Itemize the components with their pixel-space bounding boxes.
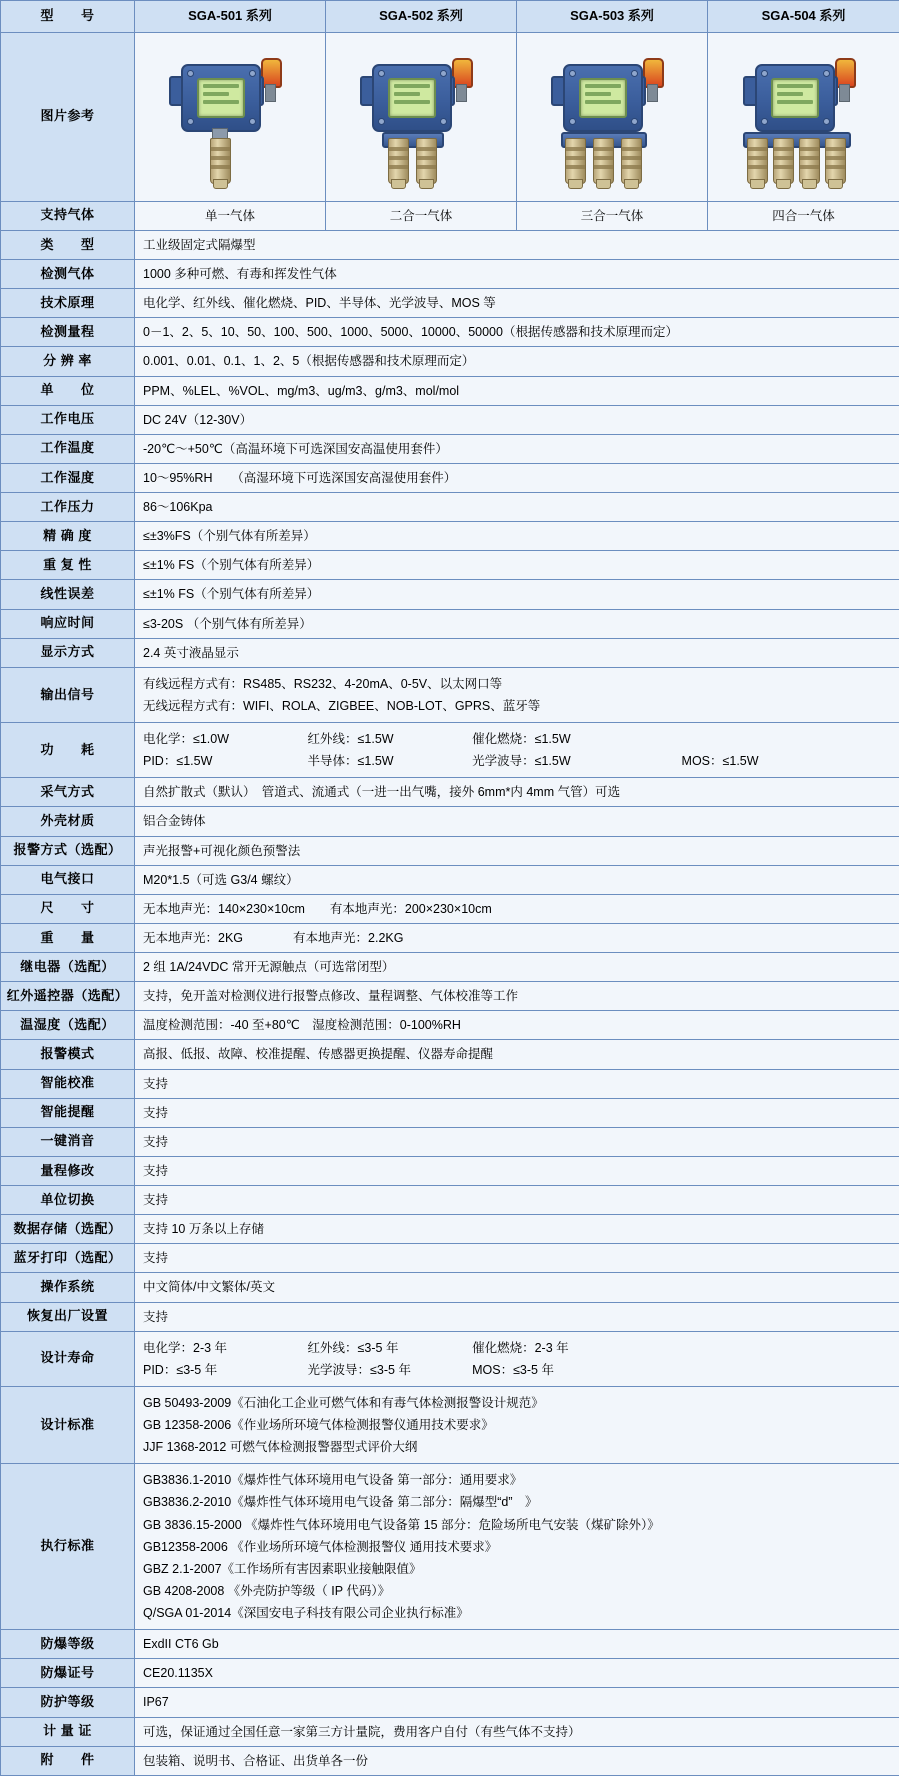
spec-row-dimensions: [1, 894, 899, 923]
spec-value: ≤±1% FS（个别气体有所差异）: [135, 551, 899, 580]
lamp-stem: [456, 84, 467, 102]
spec-label: 防护等级: [1, 1688, 135, 1717]
spec-row-temp-humidity: [1, 1011, 899, 1040]
spec-value: 支持: [135, 1244, 899, 1273]
spec-value: 支持，免开盖对检测仪进行报警点修改、量程调整、气体校准等工作: [135, 982, 899, 1011]
spec-value: 自然扩散式（默认） 管道式、流通式（一进一出气嘴，接外 6mm*内 4mm 气管）可选: [135, 778, 899, 807]
spec-row-range: [1, 318, 899, 347]
model-header-1: SGA-501 系列: [135, 1, 326, 33]
spec-row-data-storage: [1, 1215, 899, 1244]
spec-label: 附 件: [1, 1746, 135, 1775]
gas-probe: [621, 138, 642, 184]
spec-label: 检测量程: [1, 318, 135, 347]
table-header-row: [1, 1, 899, 33]
spec-label: 精 确 度: [1, 522, 135, 551]
spec-row-one-key-mute: [1, 1127, 899, 1156]
gas-probe: [773, 138, 794, 184]
execution-standard-line: GB 4208-2008 《外壳防护等级（ IP 代码）》: [143, 1580, 891, 1602]
spec-value: 86～106Kpa: [135, 493, 899, 522]
gas-probe: [565, 138, 586, 184]
spec-value: 声光报警+可视化颜色预警法: [135, 836, 899, 865]
spec-value: 中文简体/中文繁体/英文: [135, 1273, 899, 1302]
header-label: 型 号: [1, 1, 135, 33]
spec-label: 功 耗: [1, 723, 135, 778]
spec-row-output-signal: [1, 667, 899, 722]
spec-row-metrology-cert: [1, 1717, 899, 1746]
spec-row-response-time: [1, 609, 899, 638]
spec-row-os: [1, 1273, 899, 1302]
spec-value: 0.001、0.01、0.1、1、2、5（根据传感器和技术原理而定）: [135, 347, 899, 376]
spec-label: 外壳材质: [1, 807, 135, 836]
spec-value: [135, 723, 899, 778]
gas-probe: [388, 138, 409, 184]
spec-value: 2.4 英寸液晶显示: [135, 638, 899, 667]
spec-label: 单 位: [1, 376, 135, 405]
life-item: MOS：≤3-5 年: [472, 1359, 681, 1381]
life-item: 光学波导：≤3-5 年: [308, 1359, 473, 1381]
spec-row-voltage: [1, 405, 899, 434]
spec-label: 输出信号: [1, 667, 135, 722]
spec-label: 温湿度（选配）: [1, 1011, 135, 1040]
spec-row-ex-rating: [1, 1630, 899, 1659]
spec-row-accessories: [1, 1746, 899, 1775]
spec-value: 工业级固定式隔爆型: [135, 230, 899, 259]
spec-value: 支持: [135, 1127, 899, 1156]
lamp-stem: [647, 84, 658, 102]
image-row-label: 图片参考: [1, 32, 135, 201]
spec-row-power: [1, 723, 899, 778]
execution-standard-line: GB12358-2006 《作业场所环境气体检测报警仪 通用技术要求》: [143, 1536, 891, 1558]
spec-label: 设计标准: [1, 1386, 135, 1463]
spec-row-unit: [1, 376, 899, 405]
power-item: 红外线：≤1.5W: [308, 728, 473, 750]
spec-row-linearity: [1, 580, 899, 609]
spec-row-alarm-modes: [1, 1040, 899, 1069]
spec-label: 恢复出厂设置: [1, 1302, 135, 1331]
model-header-4: SGA-504 系列: [708, 1, 899, 33]
spec-label: 数据存储（选配）: [1, 1215, 135, 1244]
life-item: [682, 1359, 869, 1381]
spec-label: 类 型: [1, 230, 135, 259]
spec-value: ≤±1% FS（个别气体有所差异）: [135, 580, 899, 609]
spec-row-design-life: [1, 1331, 899, 1386]
spec-value: -20℃～+50℃（高温环境下可选深国安高温使用套件）: [135, 434, 899, 463]
spec-value: 2 组 1A/24VDC 常开无源触点（可选常闭型）: [135, 953, 899, 982]
power-item: 电化学：≤1.0W: [143, 728, 308, 750]
spec-label: 显示方式: [1, 638, 135, 667]
lcd-screen: [197, 78, 245, 118]
spec-value: 10～95%RH （高湿环境下可选深国安高湿使用套件）: [135, 463, 899, 492]
supported-gas-1: 单一气体: [135, 201, 326, 230]
spec-label: 工作压力: [1, 493, 135, 522]
spec-row-repeatability: [1, 551, 899, 580]
spec-value: 支持: [135, 1098, 899, 1127]
spec-label: 计 量 证: [1, 1717, 135, 1746]
spec-row-relay: [1, 953, 899, 982]
spec-value: [135, 667, 899, 722]
spec-value: 温度检测范围：-40 至+80℃ 湿度检测范围：0-100%RH: [135, 1011, 899, 1040]
spec-label: 红外遥控器（选配）: [1, 982, 135, 1011]
spec-value: [135, 1331, 899, 1386]
power-item: 催化燃烧：≤1.5W: [472, 728, 681, 750]
spec-label: 防爆证号: [1, 1659, 135, 1688]
spec-value: 无本地声光：2KG 有本地声光：2.2KG: [135, 923, 899, 952]
spec-row-electrical-interface: [1, 865, 899, 894]
device-image-2: [326, 32, 517, 201]
spec-label: 工作电压: [1, 405, 135, 434]
lcd-screen: [388, 78, 436, 118]
spec-label: 报警模式: [1, 1040, 135, 1069]
gas-probe: [593, 138, 614, 184]
spec-value: 铝合金铸体: [135, 807, 899, 836]
power-item: [682, 728, 869, 750]
spec-value: 支持: [135, 1069, 899, 1098]
device-image-3: [517, 32, 708, 201]
spec-label: 线性误差: [1, 580, 135, 609]
spec-label: 响应时间: [1, 609, 135, 638]
spec-label: 重 复 性: [1, 551, 135, 580]
life-item: 催化燃烧：2-3 年: [472, 1337, 681, 1359]
spec-value: 支持: [135, 1302, 899, 1331]
execution-standard-line: GB3836.2-2010《爆炸性气体环境用电气设备 第二部分：隔爆型“d” 》: [143, 1491, 891, 1513]
spec-row-work-humidity: [1, 463, 899, 492]
spec-value: CE20.1135X: [135, 1659, 899, 1688]
spec-row-factory-reset: [1, 1302, 899, 1331]
life-item: 电化学：2-3 年: [143, 1337, 308, 1359]
lamp-stem: [265, 84, 276, 102]
supported-gas-3: 三合一气体: [517, 201, 708, 230]
gas-probe: [825, 138, 846, 184]
supported-gas-4: 四合一气体: [708, 201, 899, 230]
spec-row-smart-reminder: [1, 1098, 899, 1127]
spec-label: 防爆等级: [1, 1630, 135, 1659]
power-item: MOS：≤1.5W: [682, 750, 869, 772]
spec-row-design-standard: [1, 1386, 899, 1463]
lcd-screen: [771, 78, 819, 118]
output-wireless: 无线远程方式有：WIFI、ROLA、ZIGBEE、NOB-LOT、GPRS、蓝牙等: [143, 695, 891, 717]
output-wired: 有线远程方式有：RS485、RS232、4-20mA、0-5V、以太网口等: [143, 673, 891, 695]
design-standard-line: GB 50493-2009《石油化工企业可燃气体和有毒气体检测报警设计规范》: [143, 1392, 891, 1414]
power-item: 半导体：≤1.5W: [308, 750, 473, 772]
spec-row-ir-remote: [1, 982, 899, 1011]
spec-row-detect-gas: [1, 260, 899, 289]
spec-value: IP67: [135, 1688, 899, 1717]
spec-row-work-temp: [1, 434, 899, 463]
spec-row-sampling: [1, 778, 899, 807]
spec-value: PPM、%LEL、%VOL、mg/m3、ug/m3、g/m3、mol/mol: [135, 376, 899, 405]
spec-label: 采气方式: [1, 778, 135, 807]
spec-row-alarm-mode-optional: [1, 836, 899, 865]
spec-label: 操作系统: [1, 1273, 135, 1302]
spec-label: 量程修改: [1, 1156, 135, 1185]
supported-gas-label: 支持气体: [1, 201, 135, 230]
image-row: [1, 32, 899, 201]
spec-label: 技术原理: [1, 289, 135, 318]
spec-row-execution-standard: [1, 1464, 899, 1630]
spec-value: [135, 1386, 899, 1463]
spec-label: 工作温度: [1, 434, 135, 463]
spec-value: 可选，保证通过全国任意一家第三方计量院，费用客户自付（有些气体不支持）: [135, 1717, 899, 1746]
execution-standard-line: Q/SGA 01-2014《深国安电子科技有限公司企业执行标准》: [143, 1602, 891, 1624]
spec-value: ExdII CT6 Gb: [135, 1630, 899, 1659]
spec-value: 高报、低报、故障、校准提醒、传感器更换提醒、仪器寿命提醒: [135, 1040, 899, 1069]
spec-row-ex-certificate: [1, 1659, 899, 1688]
gas-probe: [210, 138, 231, 184]
model-header-2: SGA-502 系列: [326, 1, 517, 33]
power-item: PID：≤1.5W: [143, 750, 308, 772]
spec-row-type: [1, 230, 899, 259]
spec-row-work-pressure: [1, 493, 899, 522]
spec-label: 智能校准: [1, 1069, 135, 1098]
spec-row-accuracy: [1, 522, 899, 551]
supported-gas-2: 二合一气体: [326, 201, 517, 230]
lcd-screen: [579, 78, 627, 118]
life-item: 红外线：≤3-5 年: [308, 1337, 473, 1359]
spec-value: 无本地声光：140×230×10cm 有本地声光：200×230×10cm: [135, 894, 899, 923]
spec-label: 分 辨 率: [1, 347, 135, 376]
spec-value: 电化学、红外线、催化燃烧、PID、半导体、光学波导、MOS 等: [135, 289, 899, 318]
spec-row-principle: [1, 289, 899, 318]
spec-row-weight: [1, 923, 899, 952]
spec-label: 一键消音: [1, 1127, 135, 1156]
spec-row-display: [1, 638, 899, 667]
design-standard-line: GB 12358-2006《作业场所环境气体检测报警仪通用技术要求》: [143, 1414, 891, 1436]
spec-value: DC 24V（12-30V）: [135, 405, 899, 434]
execution-standard-line: GB 3836.15-2000 《爆炸性气体环境用电气设备第 15 部分：危险场所电气安装（煤矿除外）》: [143, 1514, 891, 1536]
device-image-1: [135, 32, 326, 201]
spec-value: M20*1.5（可选 G3/4 螺纹）: [135, 865, 899, 894]
spec-label: 重 量: [1, 923, 135, 952]
gas-probe: [799, 138, 820, 184]
execution-standard-line: GB3836.1-2010《爆炸性气体环境用电气设备 第一部分：通用要求》: [143, 1469, 891, 1491]
spec-value: 包装箱、说明书、合格证、出货单各一份: [135, 1746, 899, 1775]
gas-probe: [747, 138, 768, 184]
spec-label: 工作湿度: [1, 463, 135, 492]
spec-value: ≤±3%FS（个别气体有所差异）: [135, 522, 899, 551]
spec-label: 继电器（选配）: [1, 953, 135, 982]
spec-label: 执行标准: [1, 1464, 135, 1630]
life-item: PID：≤3-5 年: [143, 1359, 308, 1381]
spec-label: 设计寿命: [1, 1331, 135, 1386]
spec-value: 支持: [135, 1156, 899, 1185]
spec-value: 1000 多种可燃、有毒和挥发性气体: [135, 260, 899, 289]
supported-gas-row: [1, 201, 899, 230]
spec-label: 报警方式（选配）: [1, 836, 135, 865]
spec-row-resolution: [1, 347, 899, 376]
gas-probe: [416, 138, 437, 184]
life-item: [682, 1337, 869, 1359]
spec-label: 尺 寸: [1, 894, 135, 923]
power-item: 光学波导：≤1.5W: [472, 750, 681, 772]
spec-row-smart-calibration: [1, 1069, 899, 1098]
lamp-stem: [839, 84, 850, 102]
spec-row-shell-material: [1, 807, 899, 836]
spec-value: ≤3-20S （个别气体有所差异）: [135, 609, 899, 638]
spec-label: 电气接口: [1, 865, 135, 894]
spec-row-unit-switch: [1, 1186, 899, 1215]
spec-value: [135, 1464, 899, 1630]
execution-standard-line: GBZ 2.1-2007《工作场所有害因素职业接触限值》: [143, 1558, 891, 1580]
spec-label: 蓝牙打印（选配）: [1, 1244, 135, 1273]
spec-row-range-modify: [1, 1156, 899, 1185]
spec-label: 检测气体: [1, 260, 135, 289]
spec-label: 智能提醒: [1, 1098, 135, 1127]
spec-value: 支持: [135, 1186, 899, 1215]
spec-label: 单位切换: [1, 1186, 135, 1215]
spec-row-bluetooth-print: [1, 1244, 899, 1273]
model-header-3: SGA-503 系列: [517, 1, 708, 33]
spec-row-ip-rating: [1, 1688, 899, 1717]
spec-value: 支持 10 万条以上存储: [135, 1215, 899, 1244]
design-standard-line: JJF 1368-2012 可燃气体检测报警器型式评价大纲: [143, 1436, 891, 1458]
device-image-4: [708, 32, 899, 201]
spec-value: 0－1、2、5、10、50、100、500、1000、5000、10000、50000（根据传感器和技术原理而定）: [135, 318, 899, 347]
